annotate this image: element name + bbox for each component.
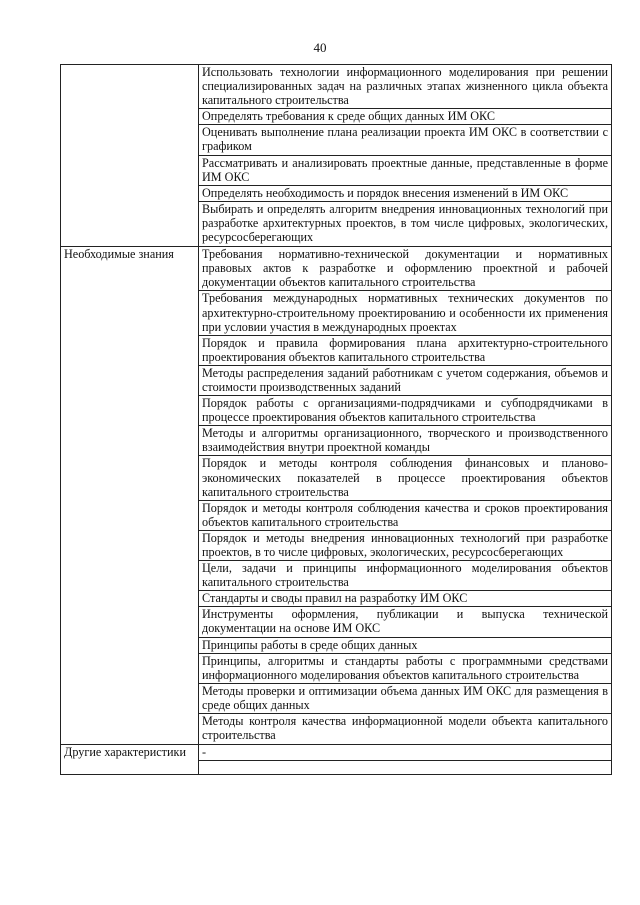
list-item: Принципы, алгоритмы и стандарты работы с программными средствами информационного моделирования объектов капитального строительства	[199, 654, 611, 684]
list-item: Методы контроля качества информационной модели объекта капитального строительства	[202, 714, 608, 743]
list-item: Порядок и методы контроля соблюдения качества и сроков проектирования объектов капитального строительства	[199, 501, 611, 531]
list-item: Рассматривать и анализировать проектные данные, представленные в форме ИМ ОКС	[199, 156, 611, 186]
list-item: Методы распределения заданий работникам с учетом содержания, объемов и стоимости производственных заданий	[199, 366, 611, 396]
table-row	[61, 745, 612, 775]
list-item: Порядок и методы внедрения инновационных технологий при разработке проектов, в то числе цифровых, экологических, ресурсосберегающих	[199, 531, 611, 561]
list-item: Использовать технологии информационного моделирования при решении специализированных задач на различных этапах жизненного цикла объекта капитального строительства	[199, 65, 611, 109]
row-label: Другие характеристики	[61, 745, 199, 775]
list-item: Требования нормативно-технической документации и нормативных правовых актов к разработке и оформлению проектной и рабочей документации объектов капитального строительства	[199, 247, 611, 291]
list-item: Оценивать выполнение плана реализации проекта ИМ ОКС в соответствии с графиком	[199, 125, 611, 155]
list-item: -	[199, 745, 611, 761]
list-item: Принципы работы в среде общих данных	[199, 638, 611, 654]
list-item: Порядок работы с организациями-подрядчиками и субподрядчиками в процессе проектирования объектов капитального строительства	[199, 396, 611, 426]
row-label	[61, 65, 199, 247]
cell-spacer	[202, 761, 608, 773]
list-item: Инструменты оформления, публикации и выпуска технической документации на основе ИМ ОКС	[199, 607, 611, 637]
row-values	[199, 65, 612, 247]
table-row	[61, 247, 612, 745]
list-item: Выбирать и определять алгоритм внедрения инновационных технологий при разработке архитектурных проектов, в том числе цифровых, экологических, ресурсосберегающих	[202, 201, 608, 245]
list-item: Цели, задачи и принципы информационного моделирования объектов капитального строительства	[199, 561, 611, 591]
row-values	[199, 745, 612, 775]
list-item: Методы и алгоритмы организационного, творческого и производственного взаимодействия внутри проектной команды	[199, 426, 611, 456]
list-item: Определять требования к среде общих данных ИМ ОКС	[199, 109, 611, 125]
requirements-table	[60, 64, 612, 775]
list-item: Определять необходимость и порядок внесения изменений в ИМ ОКС	[199, 186, 611, 202]
list-item: Методы проверки и оптимизации объема данных ИМ ОКС для размещения в среде общих данных	[199, 684, 611, 714]
table-row	[61, 65, 612, 247]
row-label: Необходимые знания	[61, 247, 199, 745]
list-item: Порядок и методы контроля соблюдения финансовых и планово-экономических показателей в процессе проектирования объектов капитального строительства	[199, 456, 611, 500]
page-number: 40	[313, 40, 327, 55]
list-item: Порядок и правила формирования плана архитектурно-строительного проектирования объектов капитального строительства	[199, 336, 611, 366]
row-values	[199, 247, 612, 745]
list-item: Требования международных нормативных технических документов по архитектурно-строительному проектированию и особенности их применения при условии участия в международных проектах	[199, 291, 611, 335]
list-item: Стандарты и своды правил на разработку ИМ ОКС	[199, 591, 611, 607]
